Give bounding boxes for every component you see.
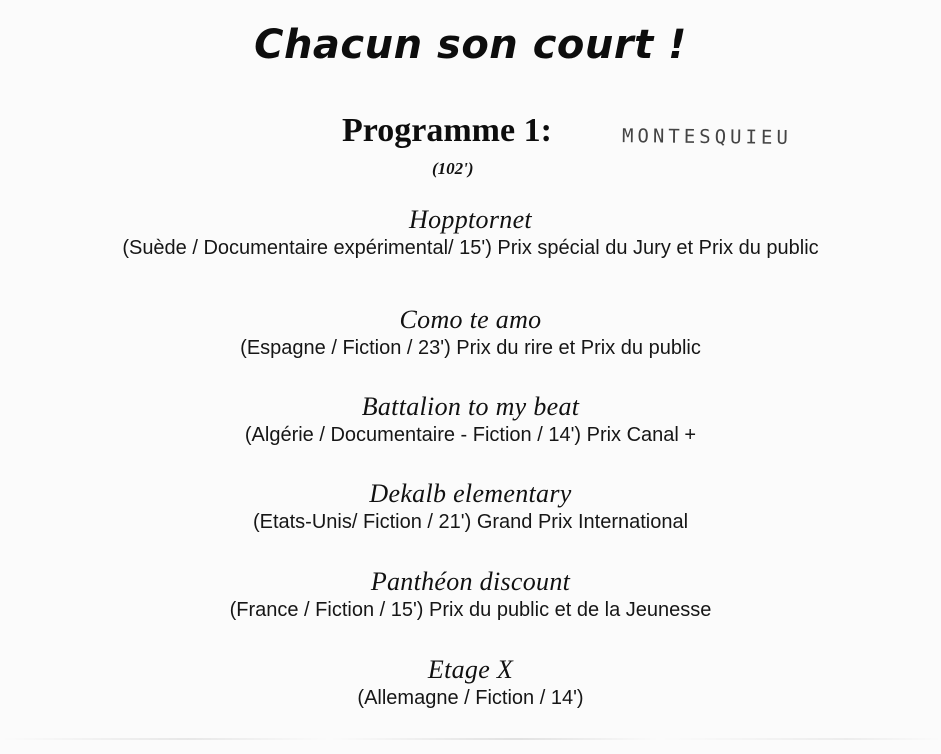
film-title: Battalion to my beat	[361, 392, 580, 421]
film-info: (Algérie / Documentaire - Fiction / 14') Prix Canal +	[244, 424, 697, 446]
film-title: Hopptornet	[409, 205, 532, 234]
film-entry-pantheon-discount	[0, 567, 941, 623]
handwritten-venue: MONTESQUIEU	[621, 125, 792, 149]
film-title: Panthéon discount	[370, 567, 571, 596]
film-entry-etage-x	[0, 655, 941, 711]
film-title: Como te amo	[399, 305, 542, 334]
film-title: Etage X	[427, 655, 514, 684]
scan-artifact-line	[0, 738, 941, 740]
film-info: (Espagne / Fiction / 23') Prix du rire et Prix du public	[240, 337, 701, 359]
film-info: (France / Fiction / 15') Prix du public et de la Jeunesse	[229, 599, 712, 621]
film-info: (Suède / Documentaire expérimental/ 15') Prix spécial du Jury et Prix du public	[122, 237, 819, 259]
programme-heading: Programme 1:	[342, 112, 552, 149]
film-title: Dekalb elementary	[369, 479, 572, 508]
film-info: (Etats-Unis/ Fiction / 21') Grand Prix International	[252, 511, 689, 533]
film-entry-como-te-amo	[0, 305, 941, 361]
page-title: Chacun son court !	[254, 22, 687, 68]
film-entry-hopptornet	[0, 205, 941, 261]
film-entry-battalion-to-my-beat	[0, 392, 941, 448]
film-info: (Allemagne / Fiction / 14')	[357, 687, 584, 709]
film-entry-dekalb-elementary	[0, 479, 941, 535]
programme-duration: (102')	[432, 159, 474, 178]
